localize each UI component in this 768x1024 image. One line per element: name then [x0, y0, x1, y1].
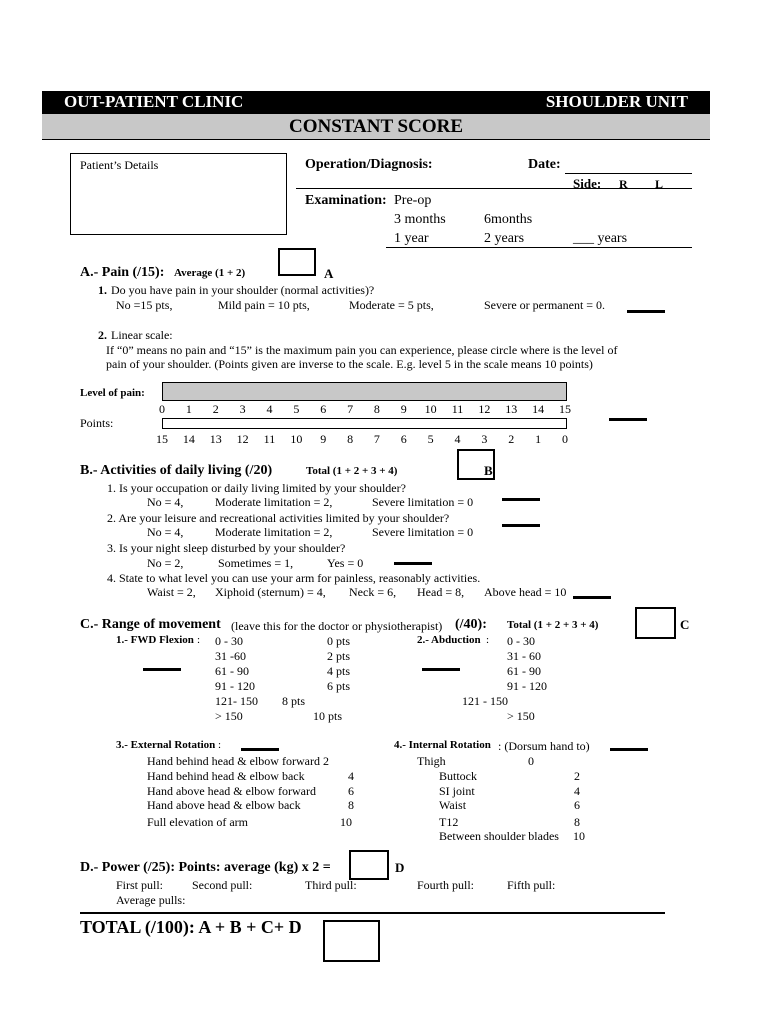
pain-scale-tick: 6 [320, 402, 327, 416]
flexion-range: 61 - 90 [215, 664, 249, 678]
ir-points: 10 [573, 829, 585, 843]
pain-q1-number: 1. [98, 283, 107, 297]
clinic-name: OUT-PATIENT CLINIC [64, 92, 244, 111]
internal-rotation-label: 4.- Internal Rotation [394, 739, 491, 751]
power-fourth-pull[interactable]: Fourth pull: [417, 878, 475, 892]
points-scale-tick: 3 [481, 432, 488, 446]
flexion-label: 1.- FWD Flexion [116, 634, 194, 646]
pain-title: A.- Pain (/15): [80, 265, 165, 280]
exam-1-year[interactable]: 1 year [394, 231, 429, 246]
operation-divider [296, 188, 692, 189]
points-scale-tick: 13 [209, 432, 222, 446]
flexion-range: 0 - 30 [215, 634, 243, 648]
points-scale-tick: 4 [454, 432, 461, 446]
adl-q4-above-head: Above head = 10 [484, 585, 567, 599]
adl-letter: B [484, 463, 493, 478]
rom-note: (leave this for the doctor or physiotherapist) [231, 619, 443, 633]
abduction-label: 2.- Abduction [417, 634, 481, 646]
flexion-points: 0 pts [327, 634, 351, 648]
total-score-box[interactable] [323, 920, 380, 962]
adl-q1-severe: Severe limitation = 0 [372, 495, 474, 509]
adl-q1: 1. Is your occupation or daily living limited by your shoulder? [107, 481, 406, 495]
points-scale-tick: 2 [508, 432, 515, 446]
flexion-answer[interactable] [143, 668, 181, 671]
header-bar [42, 91, 710, 114]
abduction-range: 91 - 120 [507, 679, 547, 693]
ir-item: Waist [439, 798, 467, 812]
ir-item: Between shoulder blades [439, 829, 559, 843]
examination-underline [386, 247, 692, 248]
ir-item: T12 [439, 815, 459, 829]
pain-option-no: No =15 pts, [116, 298, 173, 312]
ir-item: Buttock [439, 769, 477, 783]
pain-scale-tick: 14 [532, 402, 545, 416]
points-scale-tick: 10 [290, 432, 303, 446]
pain-level-bar[interactable] [162, 382, 567, 401]
date-label: Date: [528, 157, 561, 172]
total-label: TOTAL (/100): A + B + C+ D [80, 917, 302, 937]
adl-q2-moderate: Moderate limitation = 2, [215, 525, 333, 539]
adl-q4-xiphoid: Xiphoid (sternum) = 4, [215, 585, 326, 599]
power-score-box[interactable] [349, 850, 389, 880]
points-scale-tick: 5 [427, 432, 434, 446]
exam-6-months[interactable]: 6months [484, 212, 533, 227]
pain-score-box[interactable] [278, 248, 316, 276]
date-field[interactable] [565, 173, 692, 174]
adl-title: B.- Activities of daily living (/20) [80, 463, 273, 478]
ir-item: Thigh [417, 754, 446, 768]
points-scale-tick: 9 [320, 432, 327, 446]
rom-score: (/40): [455, 617, 487, 632]
adl-q4-neck: Neck = 6, [349, 585, 397, 599]
side-label: Side: [573, 176, 602, 191]
pain-option-moderate: Moderate = 5 pts, [349, 298, 434, 312]
side-left[interactable]: L [655, 177, 664, 191]
exam-2-years[interactable]: 2 years [484, 231, 525, 246]
pain-scale-tick: 15 [559, 402, 571, 416]
flexion-range: 91 - 120 [215, 679, 255, 693]
external-rotation-label: 3.- External Rotation [116, 739, 216, 751]
points-scale-tick: 14 [182, 432, 195, 446]
pain-scale-tick: 2 [212, 402, 219, 416]
pain-option-mild: Mild pain = 10 pts, [218, 298, 310, 312]
pain-q1-text: Do you have pain in your shoulder (normal activities)? [111, 283, 375, 297]
exam-preop[interactable]: Pre-op [394, 193, 432, 208]
pain-average: Average (1 + 2) [174, 267, 246, 279]
flexion-points: 10 pts [313, 709, 343, 723]
ir-points: 8 [574, 815, 580, 829]
pain-q2-text: Linear scale: [111, 328, 173, 342]
flexion-range: 31 -60 [215, 649, 246, 663]
flexion-points: 4 pts [327, 664, 351, 678]
abduction-range: 61 - 90 [507, 664, 541, 678]
points-label: Points: [80, 416, 114, 430]
er-item: Hand above head & elbow back [147, 798, 301, 812]
power-third-pull[interactable]: Third pull: [305, 878, 357, 892]
points-scale-tick: 6 [400, 432, 407, 446]
pain-scale-tick: 5 [293, 402, 300, 416]
rom-score-box[interactable] [635, 607, 676, 639]
patient-details-label: Patient’s Details [80, 158, 159, 172]
pain-option-severe: Severe or permanent = 0. [484, 298, 606, 312]
pain-q2-answer[interactable] [609, 418, 647, 421]
flexion-colon: : [197, 634, 201, 646]
title-underline [42, 139, 710, 140]
abduction-range: 31 - 60 [507, 649, 541, 663]
form-title: CONSTANT SCORE [42, 114, 710, 139]
points-scale-tick: 1 [535, 432, 542, 446]
power-fifth-pull[interactable]: Fifth pull: [507, 878, 556, 892]
pain-scale-tick: 10 [424, 402, 437, 416]
power-second-pull[interactable]: Second pull: [192, 878, 253, 892]
adl-q2-severe: Severe limitation = 0 [372, 525, 474, 539]
adl-q1-no: No = 4, [147, 495, 184, 509]
adl-q2-answer[interactable] [502, 524, 540, 527]
power-average-pulls[interactable]: Average pulls: [116, 893, 186, 907]
ir-points: 6 [574, 798, 580, 812]
pain-scale-tick: 1 [185, 402, 192, 416]
flexion-range: 121- 150 [215, 694, 258, 708]
points-scale-tick: 15 [156, 432, 168, 446]
unit-name: SHOULDER UNIT [545, 92, 688, 111]
adl-q4-waist: Waist = 2, [147, 585, 196, 599]
adl-q3-yes: Yes = 0 [327, 556, 364, 570]
operation-label: Operation/Diagnosis: [305, 157, 433, 172]
rom-title: C.- Range of movement [80, 617, 221, 632]
total-divider [80, 912, 665, 914]
pain-scale-tick: 13 [505, 402, 518, 416]
er-item: Full elevation of arm [147, 815, 248, 829]
points-scale-tick: 0 [562, 432, 568, 446]
ir-points: 4 [574, 784, 580, 798]
er-item: Hand above head & elbow forward [147, 784, 316, 798]
flexion-points: 8 pts [282, 694, 306, 708]
abduction-answer[interactable] [422, 668, 460, 671]
er-points: 6 [348, 784, 354, 798]
flexion-points: 6 pts [327, 679, 351, 693]
pain-scale-tick: 8 [373, 402, 380, 416]
adl-q2: 2. Are your leisure and recreational activities limited by your shoulder? [107, 511, 450, 525]
side-right[interactable]: R [619, 177, 628, 191]
points-scale-tick: 12 [236, 432, 249, 446]
pain-scale-tick: 3 [239, 402, 246, 416]
rom-letter: C [680, 617, 690, 632]
pain-scale-tick: 11 [451, 402, 464, 416]
flexion-points: 2 pts [327, 649, 351, 663]
er-item: Hand behind head & elbow forward 2 [147, 754, 329, 768]
pain-scale-tick: 4 [266, 402, 273, 416]
pain-scale-tick: 9 [400, 402, 407, 416]
er-points: 4 [348, 769, 354, 783]
adl-q4-head: Head = 8, [417, 585, 465, 599]
pain-q2-number: 2. [98, 328, 107, 342]
er-item: Hand behind head & elbow back [147, 769, 305, 783]
pain-q2-line2: pain of your shoulder. (Points given are inverse to the scale. E.g. level 5 in the scale means 10 points) [106, 357, 593, 371]
er-points: 8 [348, 798, 354, 812]
ir-points: 0 [528, 754, 534, 768]
abduction-range: 0 - 30 [507, 634, 535, 648]
points-bar[interactable] [162, 418, 567, 429]
internal-rotation-note: : (Dorsum hand to) [498, 739, 590, 753]
level-of-pain-label: Level of pain: [80, 387, 145, 399]
adl-q1-answer[interactable] [502, 498, 540, 501]
examination-label: Examination: [305, 193, 387, 208]
pain-letter: A [324, 266, 334, 281]
er-points: 10 [340, 815, 352, 829]
adl-q3-sometimes: Sometimes = 1, [218, 556, 294, 570]
points-scale-tick: 8 [347, 432, 354, 446]
power-first-pull[interactable]: First pull: [116, 878, 164, 892]
patient-details-box[interactable] [70, 153, 287, 235]
adl-q2-no: No = 4, [147, 525, 184, 539]
pain-scale-tick: 0 [159, 402, 165, 416]
abduction-colon: : [486, 634, 490, 646]
exam-n-years[interactable]: ___ years [573, 231, 628, 246]
exam-3-months[interactable]: 3 months [394, 212, 446, 227]
ir-points: 2 [574, 769, 580, 783]
internal-rotation-answer[interactable] [610, 748, 648, 751]
pain-scale-tick: 12 [478, 402, 491, 416]
power-letter: D [395, 860, 405, 875]
abduction-range: > 150 [507, 709, 535, 723]
adl-q3-no: No = 2, [147, 556, 184, 570]
external-rotation-answer[interactable] [241, 748, 279, 751]
flexion-range: > 150 [215, 709, 243, 723]
adl-q4-answer[interactable] [573, 596, 611, 599]
pain-scale-tick: 7 [347, 402, 354, 416]
abduction-range: 121 - 150 [462, 694, 508, 708]
rom-total: Total (1 + 2 + 3 + 4) [507, 619, 599, 631]
ir-item: SI joint [439, 784, 475, 798]
adl-q1-moderate: Moderate limitation = 2, [215, 495, 333, 509]
adl-total: Total (1 + 2 + 3 + 4) [306, 465, 398, 477]
adl-q3-answer[interactable] [394, 562, 432, 565]
external-rotation-colon: : [218, 739, 222, 751]
pain-q1-answer[interactable] [627, 310, 665, 313]
points-scale-tick: 7 [373, 432, 380, 446]
pain-q2-line1: If “0” means no pain and “15” is the maximum pain you can experience, please circle where is the level of [106, 343, 618, 357]
power-title: D.- Power (/25): Points: average (kg) x 2 = [80, 860, 331, 875]
adl-q3: 3. Is your night sleep disturbed by your shoulder? [107, 541, 346, 555]
adl-q4: 4. State to what level you can use your arm for painless, reasonably activities. [107, 571, 481, 585]
points-scale-tick: 11 [263, 432, 276, 446]
